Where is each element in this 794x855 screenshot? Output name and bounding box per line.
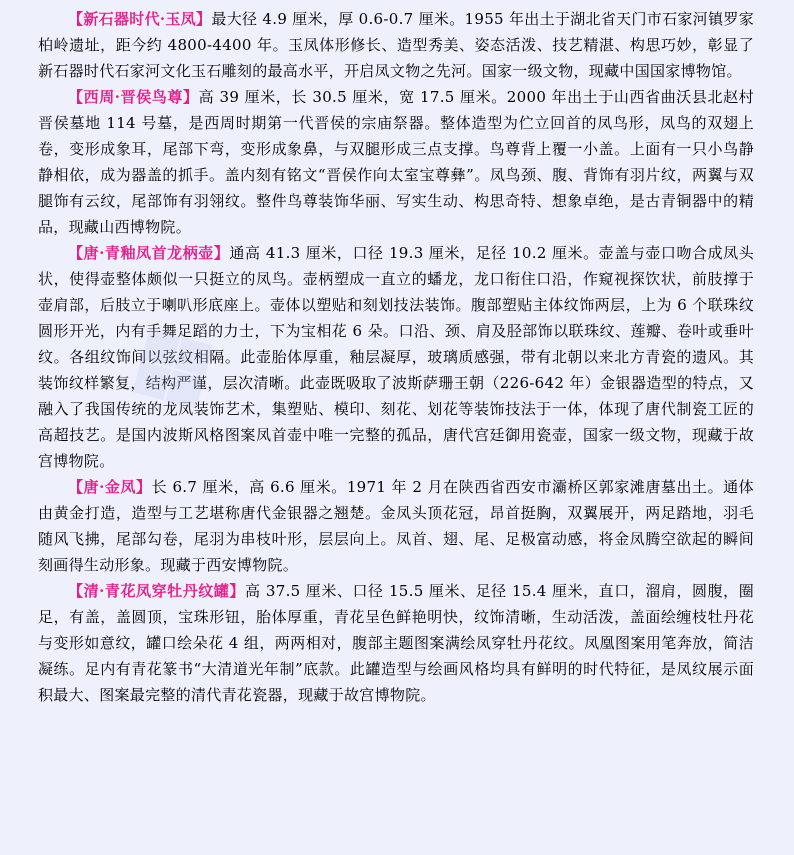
entry-title: 【西周·晋侯鸟尊】 (68, 88, 199, 106)
entry-blue-white-jar (38, 578, 754, 708)
entry-title: 【唐·金凤】 (68, 478, 152, 496)
entry-phoenix-head-ewer (38, 240, 754, 474)
entry-text: 高 39 厘米，长 30.5 厘米，宽 17.5 厘米。2000 年出土于山西省曲沃县北赵村晋侯墓地 114 号墓，是西周时期第一代晋侯的宗庙祭器。整体造型为伫立回首的凤鸟形，凤鸟的双翅上卷，变形成象耳，尾部下弯，变形成象鼻，与双腿形成三点支撑。鸟尊背上覆一小盖。上面有一只小鸟静静相依，成为器盖的抓手。盖内刻有铭文“晋侯作向太室宝尊彝”。凤鸟颈、腹、背饰有羽片纹，两翼与双腿饰有云纹，尾部饰有羽翎纹。整件鸟尊装饰华丽、写实生动、构思奇特、想象卓绝，是古青铜器中的精品，现藏山西博物院。 (38, 88, 754, 236)
entry-text: 通高 41.3 厘米，口径 19.3 厘米，足径 10.2 厘米。壶盖与壶口吻合成凤头状，使得壶整体颇似一只挺立的凤鸟。壶柄塑成一直立的蟠龙，龙口衔住口沿，作窥视探饮状，前肢撑于壶肩部，后肢立于喇叭形底座上。壶体以塑贴和刻划技法装饰。腹部塑贴主体纹饰两层，上为 6 个联珠纹圆形开光，内有手舞足蹈的力士，下为宝相花 6 朵。口沿、颈、肩及胫部饰以联珠纹、莲瓣、卷叶或垂叶纹。各组纹饰间以弦纹相隔。此壶胎体厚重，釉层凝厚，玻璃质感强，带有北朝以来北方青瓷的遗风。其装饰纹样繁复，结构严谨，层次清晰。此壶既吸取了波斯萨珊王朝（226-642 年）金银器造型的特点，又融入了我国传统的龙凤装饰艺术，集塑贴、模印、刻花、划花等装饰技法于一体，体现了唐代制瓷工匠的高超技艺。是国内波斯风格图案凤首壶中唯一完整的孤品，唐代宫廷御用瓷壶，国家一级文物，现藏于故宫博物院。 (38, 244, 754, 470)
entry-text: 高 37.5 厘米、口径 15.5 厘米、足径 15.4 厘米，直口，溜肩，圆腹，圈足，有盖，盖圆顶，宝珠形钮，胎体厚重，青花呈色鲜艳明快，纹饰清晰，生动活泼，盖面绘缠枝牡丹花与变形如意纹，罐口绘朵花 4 组，两两相对，腹部主题图案满绘凤穿牡丹花纹。凤凰图案用笔奔放，简洁凝练。足内有青花篆书“大清道光年制”底款。此罐造型与绘画风格均具有鲜明的时代特征，是凤纹展示面积最大、图案最完整的清代青花瓷器，现藏于故宫博物院。 (38, 582, 755, 704)
entry-title: 【新石器时代·玉凤】 (68, 10, 212, 28)
entry-text: 最大径 4.9 厘米，厚 0.6-0.7 厘米。1955 年出土于湖北省天门市石家河镇罗家柏岭遗址，距今约 4800-4400 年。玉凤体形修长、造型秀美、姿态活泼、技艺精湛、构思巧妙，彰显了新石器时代石家河文化玉石雕刻的最高水平，开启凤文物之先河。国家一级文物，现藏中国国家博物馆。 (38, 10, 754, 80)
entry-title: 【清·青花凤穿牡丹纹罐】 (68, 582, 245, 600)
entry-bird-zun (38, 84, 754, 240)
watermark-decoration: ❖ (91, 282, 256, 459)
entry-gold-phoenix (38, 474, 754, 578)
entry-title: 【唐·青釉凤首龙柄壶】 (68, 244, 230, 262)
entry-jade-phoenix (38, 6, 754, 84)
entry-text: 长 6.7 厘米，高 6.6 厘米。1971 年 2 月在陕西省西安市灞桥区郭家滩唐墓出土。通体由黄金打造，造型与工艺堪称唐代金银器之翘楚。金凤头顶花冠，昂首挺胸，双翼展开，两足踏地，羽毛随风飞拂，尾部勾卷，尾羽为串枝叶形，层层向上。凤首、翅、尾、足极富动感，将金凤腾空欲起的瞬间刻画得生动形象。现藏于西安博物院。 (38, 478, 754, 574)
